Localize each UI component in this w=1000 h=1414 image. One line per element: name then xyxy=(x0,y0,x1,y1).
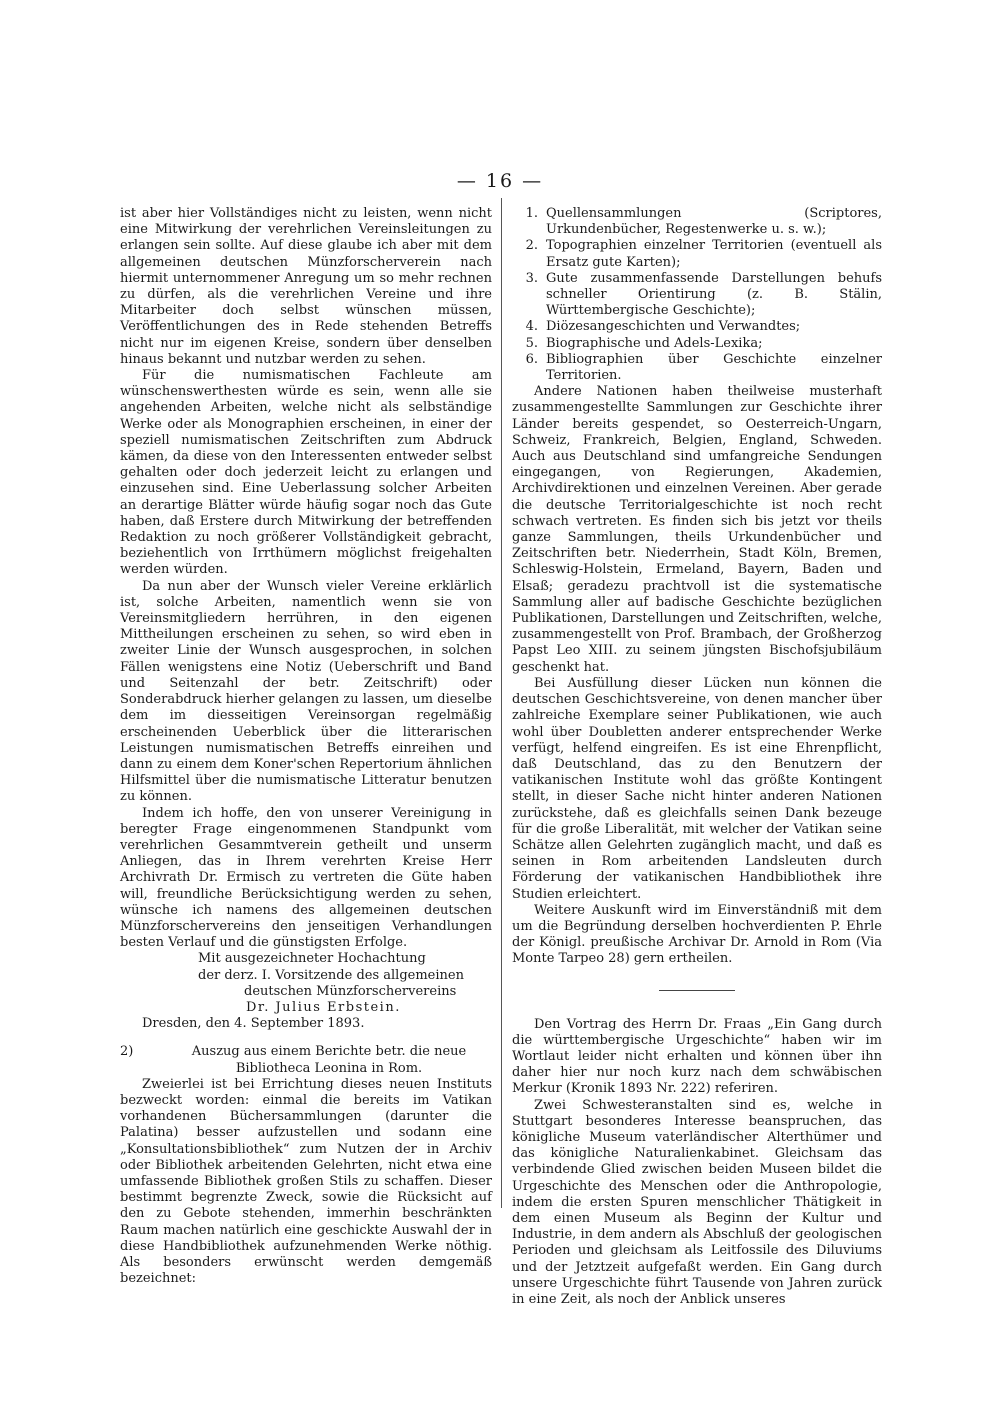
page-number: — 16 — xyxy=(456,170,544,192)
list-item: 2. Topographien einzelner Territorien (eventuell als Ersatz gute Karten); xyxy=(525,238,882,270)
list-item: 5. Biographische und Adels-Lexika; xyxy=(525,335,763,351)
paragraph: Andere Nationen haben theilweise musterhaft zusammengestellte Sammlungen zur Geschichte ihrer Länder bereits gespendet, so Oesterreich-Ungarn, Schweiz, Frankreich, Belgien, England, Schweden. Auch aus Deutschland sind umfangreiche Sendungen eingegangen, von Regierungen, Akademien, Archivdirektionen und einzelnen Vereinen. Aber gerade die deutsche Territorialgeschichte ist noch recht schwach vertreten. Es finden sich bis jetzt vor theils ganze Sammlungen, theils Urkundenbücher und Zeitschriften betr. Niederrhein, Stadt Köln, Bremen, Schleswig-Holstein, Ermeland, Bayern, Baden und Elsaß; geradezu prachtvoll ist die systematische Sammlung aller auf badische Geschichte bezüglichen Publikationen, Darstellungen und Zeitschriften, welche, zusammengestellt von Prof. Brambach, der Großherzog Papst Leo XIII. zu seinem jüngsten Bischofsjubiläum geschenkt hat. xyxy=(512,384,882,675)
signature-line: Mit ausgezeichneter Hochachtung xyxy=(198,951,426,967)
section-title-line: Bibliotheca Leonina in Rom. xyxy=(235,1060,423,1076)
section-title-line: Auszug aus einem Berichte betr. die neue xyxy=(191,1044,467,1060)
dateline: Dresden, den 4. September 1893. xyxy=(142,1016,365,1032)
section-number: 2) xyxy=(120,1044,134,1060)
signature-name: Dr. Julius Erbstein. xyxy=(246,999,401,1015)
paragraph: Indem ich hoffe, den von unserer Vereinigung in beregter Frage eingenommenen Standpunkt vom verehrlichen Gesammtverein getheilt und unserm Anliegen, das in Ihrem verehrten Kreise Herr Archivrath Dr. Ermisch zu vertreten die Güte haben will, freundliche Berücksichtigung werden zu sehen, wünsche ich namens des allgemeinen deutschen Münzforschervereins den jenseitigen Verhandlungen besten Verlauf und die günstigsten Erfolge. xyxy=(120,805,492,951)
section-heading xyxy=(120,1044,492,1076)
numbered-list xyxy=(512,206,882,384)
paragraph: Weitere Auskunft wird im Einverständniß mit dem um die Begründung derselben hochverdienten P. Ehrle der Königl. preußische Archivar Dr. Arnold in Rom (Via Monte Tarpeo 28) gern ertheilen. xyxy=(512,902,882,967)
column-divider xyxy=(501,198,502,1208)
paragraph: Zweierlei ist bei Errichtung dieses neuen Instituts bezweckt worden: einmal die bereits im Vatikan vorhandenen Büchersammlungen (darunter die Palatina) besser aufzustellen und sodann eine „Konsultationsbibliothek“ zum Nutzen der in Archiv oder Bibliothek arbeitenden Gelehrten, nicht etwa eine umfassende Bibliothek großen Stils zu schaffen. Dieser bestimmt begrenzte Zweck, sowie die Rücksicht auf den zu Gebote stehenden, immerhin beschränkten Raum machen natürlich eine geschickte Auswahl der in diese Handbibliothek aufzunehmenden Werke nöthig. Als besonders erwünscht werden demgemäß bezeichnet: xyxy=(120,1076,492,1287)
section-rule xyxy=(659,990,735,991)
paragraph: Bei Ausfüllung dieser Lücken nun können die deutschen Geschichtsvereine, von denen mancher über zahlreiche Exemplare seiner Publikationen, wie auch wohl über Doubletten anderer entsprechender Werke verfügt, helfend eingreifen. Es ist eine Ehrenpflicht, daß Deutschland, das zu den Benutzern der vatikanischen Institute wohl das größte Kontingent stellt, in dieser Sache nicht hinter anderen Nationen zurückstehe, daß es gleichfalls seinen Dank bezeuge für die große Liberalität, mit welcher der Vatikan seine Schätze allen Gelehrten zugänglich macht, und daß es seinen in Rom arbeitenden Landsleuten durch Förderung der vatikanischen Handbibliothek ihre Studien erleichtert. xyxy=(512,675,882,902)
paragraph: Für die numismatischen Fachleute am wünschenswerthesten würde es sein, wenn alle sie angehenden Arbeiten, welche nicht als selbständige Werke oder als Monographien erscheinen, in einer der speziell numismatischen Zeitschriften zum Abdruck kämen, da diese von den Interessenten entweder selbst gehalten oder doch jederzeit leicht zu erlangen und einzusehen sind. Eine Ueberlassung solcher Arbeiten an derartige Blätter würde häufig sogar noch das Gute haben, daß Erstere durch Mitwirkung der betreffenden Redaktion zu noch größerer Vollständigkeit gebracht, beziehentlich von Irrthümern möglichst freigehalten werden würden. xyxy=(120,368,492,578)
list-item: 4. Diözesangeschichten und Verwandtes; xyxy=(525,319,801,335)
signature-line: deutschen Münzforschervereins xyxy=(244,983,457,999)
right-column xyxy=(512,206,882,1308)
list-item: 3. Gute zusammenfassende Darstellungen behufs schneller Orientirung (z. B. Stälin, Württembergische Geschichte); xyxy=(525,270,882,319)
signature-line: der derz. I. Vorsitzende des allgemeinen xyxy=(198,967,464,983)
list-item: 6. Bibliographien über Geschichte einzelner Territorien. xyxy=(525,351,882,384)
paragraph: ist aber hier Vollständiges nicht zu leisten, wenn nicht eine Mitwirkung der verehrlichen Vereinsleitungen zu erlangen sein sollte. Auf diese glaube ich aber mit dem allgemeinen deutschen Münzforscherverein nach hiermit unternommener Anregung um so mehr rechnen zu dürfen, als die verehrlichen Vereine und ihre Mitarbeiter doch selbst wünschen müssen, Veröffentlichungen des in Rede stehenden Betreffs nicht nur im eigenen Kreise, sondern über denselben hinaus bekannt und nutzbar werden zu sehen. xyxy=(120,206,492,367)
paragraph: Zwei Schwesteranstalten sind es, welche in Stuttgart besonderes Interesse beanspruchen, das königliche Museum vaterländischer Alterthümer und das königliche Naturalienkabinet. Gleichsam das verbindende Glied zwischen beiden Museen bildet die Urgeschichte des Menschen oder die Anthropologie, indem die ersten Spuren menschlicher Thätigkeit in dem einen Museum als Beginn der Kultur und Industrie, in dem andern als Abschluß der geologischen Perioden und gleichsam als Leitfossile des Diluviums und der Jetztzeit aufgefaßt werden. Ein Gang durch unsere Urgeschichte führt Tausende von Jahren zurück in eine Zeit, als noch der Anblick unseres xyxy=(512,1097,882,1307)
list-item: 1. Quellensammlungen (Scriptores, Urkundenbücher, Regestenwerke u. s. w.); xyxy=(525,206,882,238)
paragraph: Den Vortrag des Herrn Dr. Fraas „Ein Gang durch die württembergische Urgeschichte“ haben wir im Wortlaut leider nicht erhalten und können über ihn daher hier nur noch kurz nach dem schwäbischen Merkur (Kronik 1893 Nr. 222) referiren. xyxy=(512,1016,882,1097)
paragraph: Da nun aber der Wunsch vieler Vereine erklärlich ist, solche Arbeiten, namentlich wenn sie von Vereinsmitgliedern herrühren, in den eigenen Mittheilungen erscheinen zu sehen, so wird eben in zweiter Linie der Wunsch ausgesprochen, in solchen Fällen wenigstens eine Notiz (Ueberschrift und Band und Seitenzahl der betr. Zeitschrift) oder Sonderabdruck hierher gelangen zu lassen, um dieselbe dem im diesseitigen Vereinsorgan regelmäßig erscheinenden Ueberblick über die litterarischen Leistungen numismatischen Betreffs einreihen und dann zu einem dem Koner'schen Repertorium ähnlichen Hilfsmittel über die numismatische Litteratur benutzen zu können. xyxy=(120,578,492,805)
left-column xyxy=(120,206,492,1287)
